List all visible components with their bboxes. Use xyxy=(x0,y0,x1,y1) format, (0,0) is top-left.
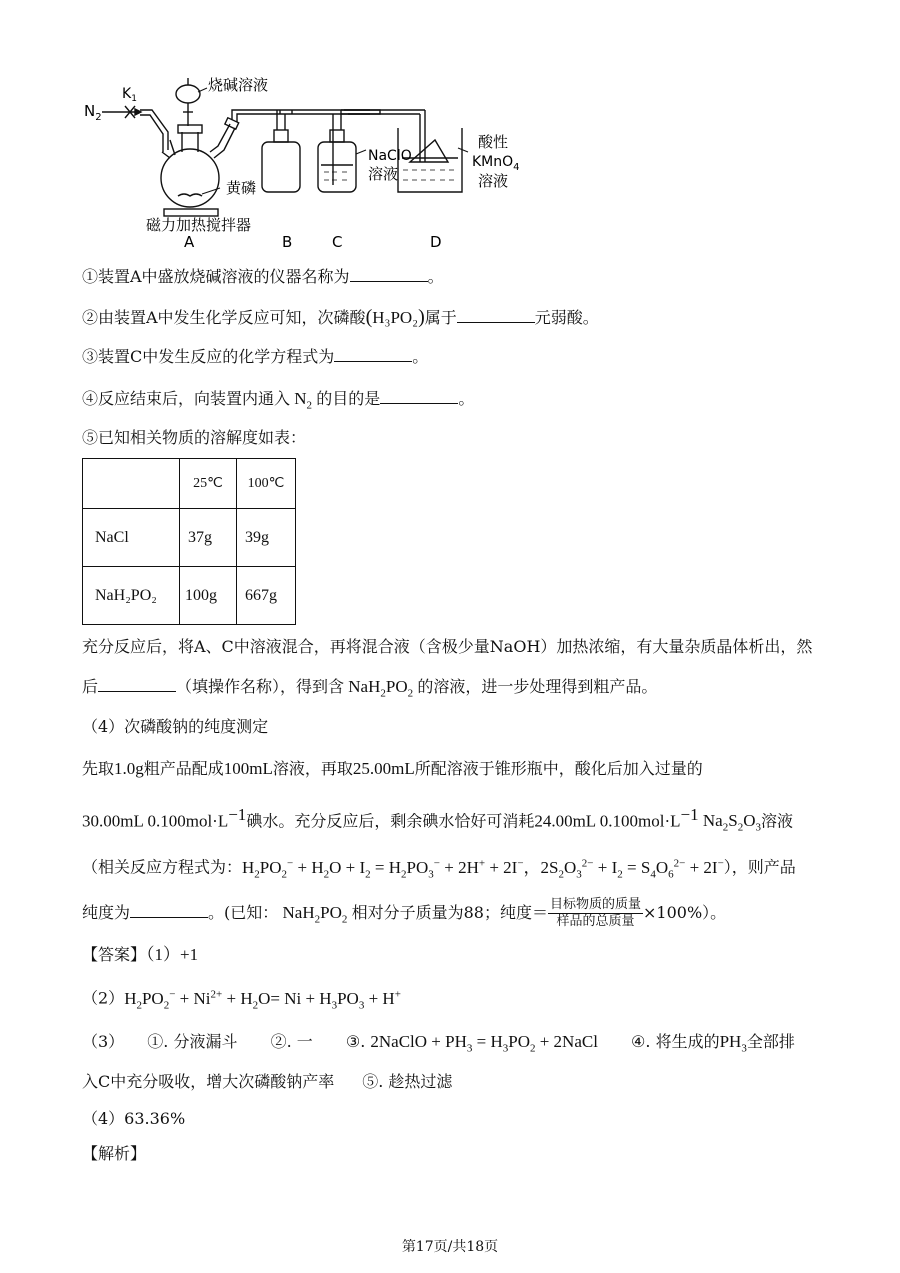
phosphorus-label: 黄磷 xyxy=(226,179,257,197)
letter-b: B xyxy=(282,233,293,251)
question-2: ②由装置A中发生化学反应可知，次磷酸(H₃PO₂)属于 元弱酸。 xyxy=(82,306,599,328)
paragraph-1: 充分反应后，将A、C中溶液混合，再将混合液（含极少量NaOH）加热浓缩，有大量杂质晶体析出，然 xyxy=(82,637,813,656)
naclo-solution-label: 溶液 xyxy=(368,165,399,183)
table-cell: 667g xyxy=(237,567,296,625)
answer-3-cont: 入C中充分吸收，增大次磷酸钠产率 ⑤. 趁热过滤 xyxy=(82,1072,453,1091)
letter-d: D xyxy=(430,233,442,251)
paragraph-2: 后 （填操作名称），得到含 $NaH_2PO_2$ 的溶液，进一步处理得到粗产品。 xyxy=(82,677,658,700)
kmno4-acid-label: 酸性 xyxy=(478,133,509,151)
naoh-label: 烧碱溶液 xyxy=(208,76,269,94)
table-cell: 39g xyxy=(237,509,296,567)
answer-2: $(2)H_2PO_2^- + Ni^{2+} + H_2O= Ni + H_3PO_3 + H^+$ xyxy=(82,988,401,1012)
table-row xyxy=(83,509,296,567)
table-cell: 100g xyxy=(180,567,237,625)
section-4-line-2: 30.00mL $0.100mol\cdot L^{-1}$碘水。充分反应后，剩余碘水恰好可消耗24.00mL $0.100mol\cdot L^{-1}$ $Na_2S_2O_3$溶液 xyxy=(82,805,793,834)
table-header-cell: 25℃ xyxy=(180,459,237,509)
n2-label: $N_2$ xyxy=(84,102,102,123)
section-4-line-3: （相关反应方程式为：$H_2PO_2^- + H_2O + I_2 = H_2PO_3^- + 2H^+ + 2I^-$，$2S_2O_3^{2-} + I_2 = S_4O_6^{2-} + 2I^-$），则产品 xyxy=(82,857,796,881)
analysis-label: 【解析】 xyxy=(82,1144,147,1163)
answer-3: （3） ①. 分液漏斗 ②. 一 ③. 2NaClO + $PH_3 = H_3PO_2$ + 2NaCl ④. 将生成的$PH_3$全部排 xyxy=(82,1032,795,1055)
stirrer-label: 磁力加热搅拌器 xyxy=(146,216,252,234)
question-4: ④反应结束后，向装置内通入 $N_2$ 的目的是 。 xyxy=(82,389,475,412)
page-footer: 第17页/共18页 xyxy=(401,1239,499,1255)
section-4-line-1: 先取1.0g粗产品配成100mL溶液，再取25.00mL所配溶液于锥形瓶中，酸化后加入过量的 xyxy=(82,759,703,778)
section-4-title: （4）次磷酸钠的纯度测定 xyxy=(82,717,269,736)
table-cell: NaCl xyxy=(83,509,180,567)
table-cell: 37g xyxy=(180,509,237,567)
kmno4-solution-label: 溶液 xyxy=(478,172,509,190)
kmno4-label: KMnO$_4$ xyxy=(472,154,520,173)
k1-label: $K_1$ xyxy=(122,86,137,104)
table-header-cell xyxy=(83,459,180,509)
question-1: ①装置A中盛放烧碱溶液的仪器名称为 。 xyxy=(82,267,444,286)
apparatus-diagram xyxy=(80,70,550,255)
naclo-label: NaClO xyxy=(368,148,412,164)
question-3: ③装置C中发生反应的化学方程式为 。 xyxy=(82,347,429,366)
table-cell: NaH₂PO₂ xyxy=(83,567,180,625)
letter-a: A xyxy=(184,233,195,251)
section-4-line-4: 纯度为 。(已知： $NaH_2PO_2$ 相对分子质量为88；纯度＝ $\frac{\text{目标物质的质量}}{\text{样品的总质量}}$ ×100%）。 xyxy=(82,897,727,929)
table-header-cell: 100℃ xyxy=(237,459,296,509)
question-5: ⑤已知相关物质的溶解度如表： xyxy=(82,428,307,447)
purity-fraction: $\frac{\text{目标物质的质量}}{\text{样品的总质量}}$ xyxy=(549,897,641,929)
answer-4: （4）63.36% xyxy=(82,1109,186,1128)
answer-1: 【答案】（1）+1 xyxy=(82,945,199,964)
letter-c: C xyxy=(332,233,343,251)
solubility-table xyxy=(82,458,296,625)
table-row xyxy=(83,567,296,625)
